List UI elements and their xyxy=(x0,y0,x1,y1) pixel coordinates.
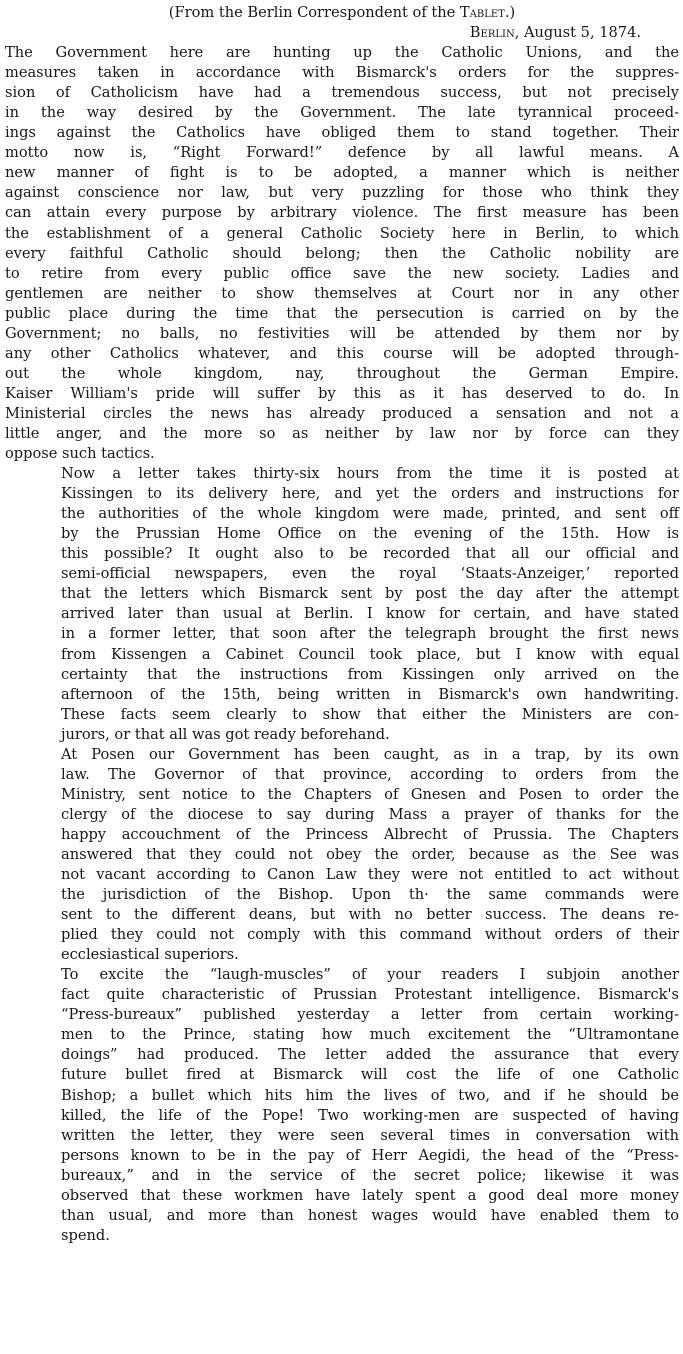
text-line: every faithful Catholic should belong; then the Catholic nobility are xyxy=(5,244,679,262)
text-line: semi-official newspapers, even the royal ‘Staats-Anzeiger,’ reported xyxy=(61,565,679,583)
article-body xyxy=(5,43,679,1246)
text-line: doings” had produced. The letter added the assurance that every xyxy=(61,1046,679,1064)
publication-name: Tablet xyxy=(459,4,505,21)
text-line: spend. xyxy=(61,1226,110,1244)
dateline-date: , August 5, 1874. xyxy=(514,24,641,42)
text-line: arrived later than usual at Berlin. I know for certain, and have stated xyxy=(61,605,679,623)
text-line: than usual, and more than honest wages would have enabled them to xyxy=(61,1206,679,1224)
text-line: plied they could not comply with this command without orders of their xyxy=(61,926,679,944)
text-line: Ministerial circles the news has already produced a sensation and not a xyxy=(5,404,679,422)
text-line: sent to the different deans, but with no better success. The deans re- xyxy=(61,906,679,924)
text-line: measures taken in accordance with Bismarck's orders for the suppres- xyxy=(5,64,679,82)
text-line: killed, the life of the Pope! Two working-men are suspected of having xyxy=(61,1106,679,1124)
text-line: not vacant according to Canon Law they were not entitled to act without xyxy=(61,866,679,884)
paragraph xyxy=(5,464,679,745)
text-line: out the whole kingdom, nay, throughout the German Empire. xyxy=(5,364,679,382)
text-line: the jurisdiction of the Bishop. Upon th· the same commands were xyxy=(61,886,679,904)
heading-suffix: .) xyxy=(504,4,516,21)
text-line: this possible? It ought also to be recorded that all our official and xyxy=(61,545,679,563)
text-line: These facts seem clearly to show that either the Ministers are con- xyxy=(61,705,679,723)
paragraph xyxy=(5,43,679,464)
text-line: by the Prussian Home Office on the evening of the 15th. How is xyxy=(61,525,679,543)
dateline xyxy=(5,23,641,43)
text-line: At Posen our Government has been caught, as in a trap, by its own xyxy=(61,745,679,763)
text-line: Kaiser William's pride will suffer by this as it has deserved to do. In xyxy=(5,384,679,402)
text-line: motto now is, “Right Forward!” defence by all lawful means. A xyxy=(5,144,679,162)
text-line: in the way desired by the Government. The late tyrannical proceed- xyxy=(5,104,679,122)
dateline-place: Berlin xyxy=(469,24,515,42)
text-line: law. The Governor of that province, according to orders from the xyxy=(61,765,679,783)
text-line: bureaux,” and in the service of the secret police; likewise it was xyxy=(61,1166,679,1184)
text-line: to retire from every public office save the new society. Ladies and xyxy=(5,264,679,282)
text-line: “Press-bureaux” published yesterday a letter from certain working- xyxy=(61,1006,679,1024)
text-line: public place during the time that the persecution is carried on by the xyxy=(5,304,679,322)
article-heading xyxy=(5,3,679,23)
paragraph xyxy=(5,965,679,1246)
text-line: happy accouchment of the Princess Albrecht of Prussia. The Chapters xyxy=(61,825,679,843)
text-line: Now a letter takes thirty-six hours from the time it is posted at xyxy=(61,465,679,483)
text-line: clergy of the diocese to say during Mass a prayer of thanks for the xyxy=(61,805,679,823)
text-line: The Government here are hunting up the Catholic Unions, and the xyxy=(5,44,679,62)
text-line: sion of Catholicism have had a tremendous success, but not precisely xyxy=(5,84,679,102)
heading-prefix: (From the Berlin Correspondent of the xyxy=(168,4,456,21)
text-line: afternoon of the 15th, being written in Bismarck's own handwriting. xyxy=(61,685,679,703)
text-line: new manner of fight is to be adopted, a manner which is neither xyxy=(5,164,679,182)
text-line: in a former letter, that soon after the telegraph brought the first news xyxy=(61,625,679,643)
text-line: future bullet fired at Bismarck will cost the life of one Catholic xyxy=(61,1066,679,1084)
text-line: written the letter, they were seen several times in conversation with xyxy=(61,1126,679,1144)
text-line: the authorities of the whole kingdom were made, printed, and sent off xyxy=(61,505,679,523)
text-line: fact quite characteristic of Prussian Protestant intelligence. Bismarck's xyxy=(61,986,679,1004)
text-line: can attain every purpose by arbitrary violence. The first measure has been xyxy=(5,204,679,222)
text-line: ecclesiastical superiors. xyxy=(61,946,239,964)
text-line: answered that they could not obey the order, because as the See was xyxy=(61,845,679,863)
text-line: certainty that the instructions from Kissingen only arrived on the xyxy=(61,665,679,683)
text-line: any other Catholics whatever, and this course will be adopted through- xyxy=(5,344,679,362)
text-line: from Kissengen a Cabinet Council took place, but I know with equal xyxy=(61,645,679,663)
text-line: oppose such tactics. xyxy=(5,445,155,463)
text-line: ings against the Catholics have obliged them to stand together. Their xyxy=(5,124,679,142)
text-line: Kissingen to its delivery here, and yet the orders and instructions for xyxy=(61,485,679,503)
text-line: Government; no balls, no festivities will be attended by them nor by xyxy=(5,324,679,342)
text-line: To excite the “laugh-muscles” of your readers I subjoin another xyxy=(61,966,679,984)
text-line: Ministry, sent notice to the Chapters of Gnesen and Posen to order the xyxy=(61,785,679,803)
text-line: Bishop; a bullet which hits him the lives of two, and if he should be xyxy=(61,1086,679,1104)
text-line: little anger, and the more so as neither by law nor by force can they xyxy=(5,424,679,442)
text-line: jurors, or that all was got ready beforehand. xyxy=(61,725,390,743)
paragraph xyxy=(5,745,679,966)
text-line: men to the Prince, stating how much excitement the “Ultramontane xyxy=(61,1026,679,1044)
text-line: against conscience nor law, but very puzzling for those who think they xyxy=(5,184,679,202)
text-line: gentlemen are neither to show themselves at Court nor in any other xyxy=(5,284,679,302)
text-line: persons known to be in the pay of Herr Aegidi, the head of the “Press- xyxy=(61,1146,679,1164)
text-line: that the letters which Bismarck sent by post the day after the attempt xyxy=(61,585,679,603)
text-line: observed that these workmen have lately spent a good deal more money xyxy=(61,1186,679,1204)
text-line: the establishment of a general Catholic Society here in Berlin, to which xyxy=(5,224,679,242)
